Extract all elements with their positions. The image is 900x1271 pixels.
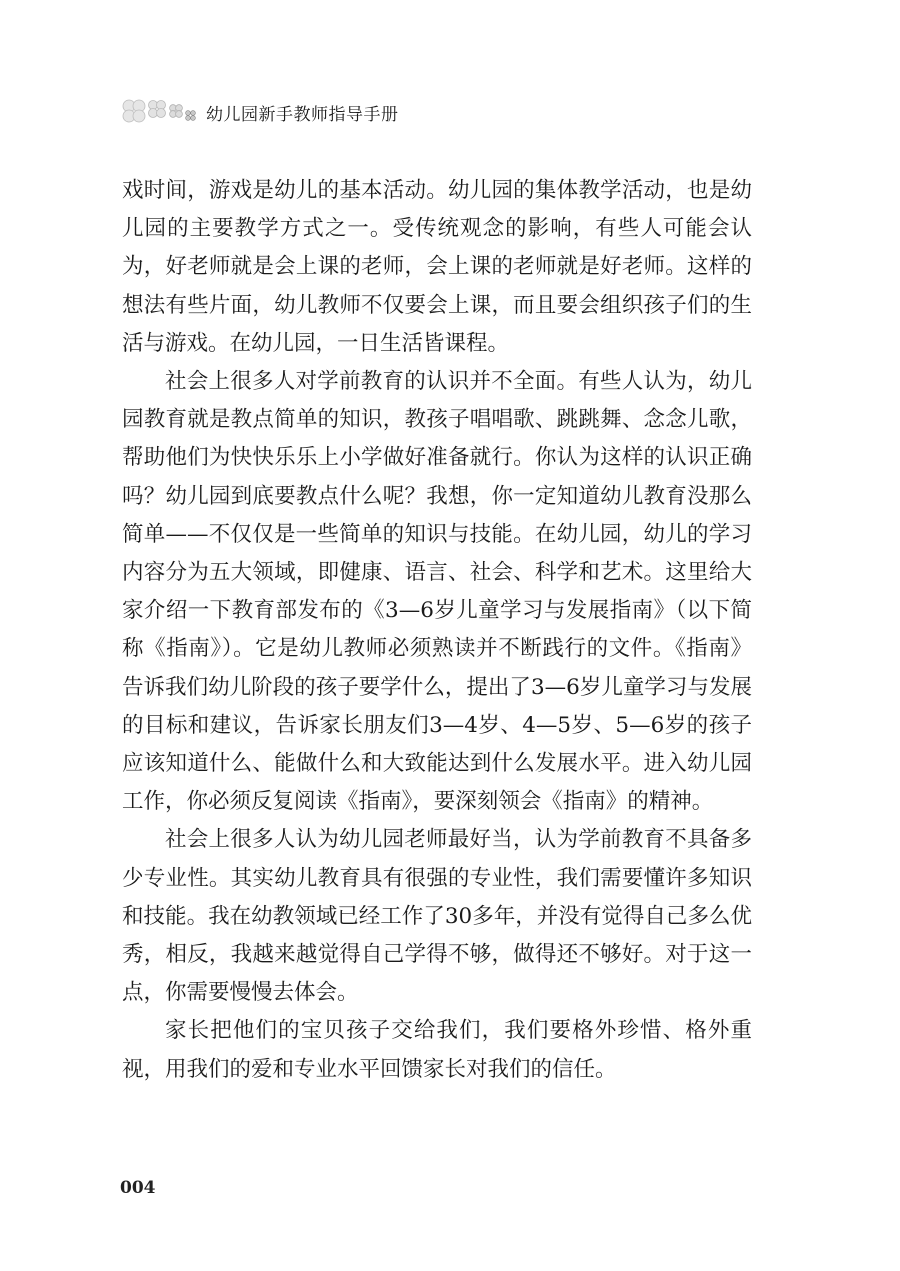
page-number: 004: [120, 1178, 156, 1198]
body-text: [122, 172, 752, 1089]
paragraph: 戏时间，游戏是幼儿的基本活动。幼儿园的集体教学活动，也是幼儿园的主要教学方式之一。受传统观念的影响，有些人可能会认为，好老师就是会上课的老师，会上课的老师就是好老师。这样的想法有些片面，幼儿教师不仅要会上课，而且要会组织孩子们的生活与游戏。在幼儿园，一日生活皆课程。: [122, 178, 752, 356]
book-title: 幼儿园新手教师指导手册: [206, 104, 399, 125]
clover-ornament-icon: [120, 96, 200, 128]
paragraph: 社会上很多人认为幼儿园老师最好当，认为学前教育不具备多少专业性。其实幼儿教育具有很强的专业性，我们需要懂许多知识和技能。我在幼教领域已经工作了30多年，并没有觉得自己多么优秀，相反，我越来越觉得自己学得不够，做得还不够好。对于这一点，你需要慢慢去体会。: [122, 827, 752, 1006]
paragraph: 社会上很多人对学前教育的认识并不全面。有些人认为，幼儿园教育就是教点简单的知识，教孩子唱唱歌、跳跳舞、念念儿歌，帮助他们为快快乐乐上小学做好准备就行。你认为这样的认识正确吗？幼儿园到底要教点什么呢？我想，你一定知道幼儿教育没那么简单——不仅仅是一些简单的知识与技能。在幼儿园，幼儿的学习内容分为五大领域，即健康、语言、社会、科学和艺术。这里给大家介绍一下教育部发布的《3—6岁儿童学习与发展指南》（以下简称《指南》）。它是幼儿教师必须熟读并不断践行的文件。《指南》告诉我们幼儿阶段的孩子要学什么，提出了3—6岁儿童学习与发展的目标和建议，告诉家长朋友们3—4岁、4—5岁、5—6岁的孩子应该知道什么、能做什么和大致能达到什么发展水平。进入幼儿园工作，你必须反复阅读《指南》，要深刻领会《指南》的精神。: [122, 369, 752, 815]
paragraph: 家长把他们的宝贝孩子交给我们，我们要格外珍惜、格外重视，用我们的爱和专业水平回馈家长对我们的信任。: [122, 1018, 752, 1082]
running-header: [120, 96, 399, 128]
